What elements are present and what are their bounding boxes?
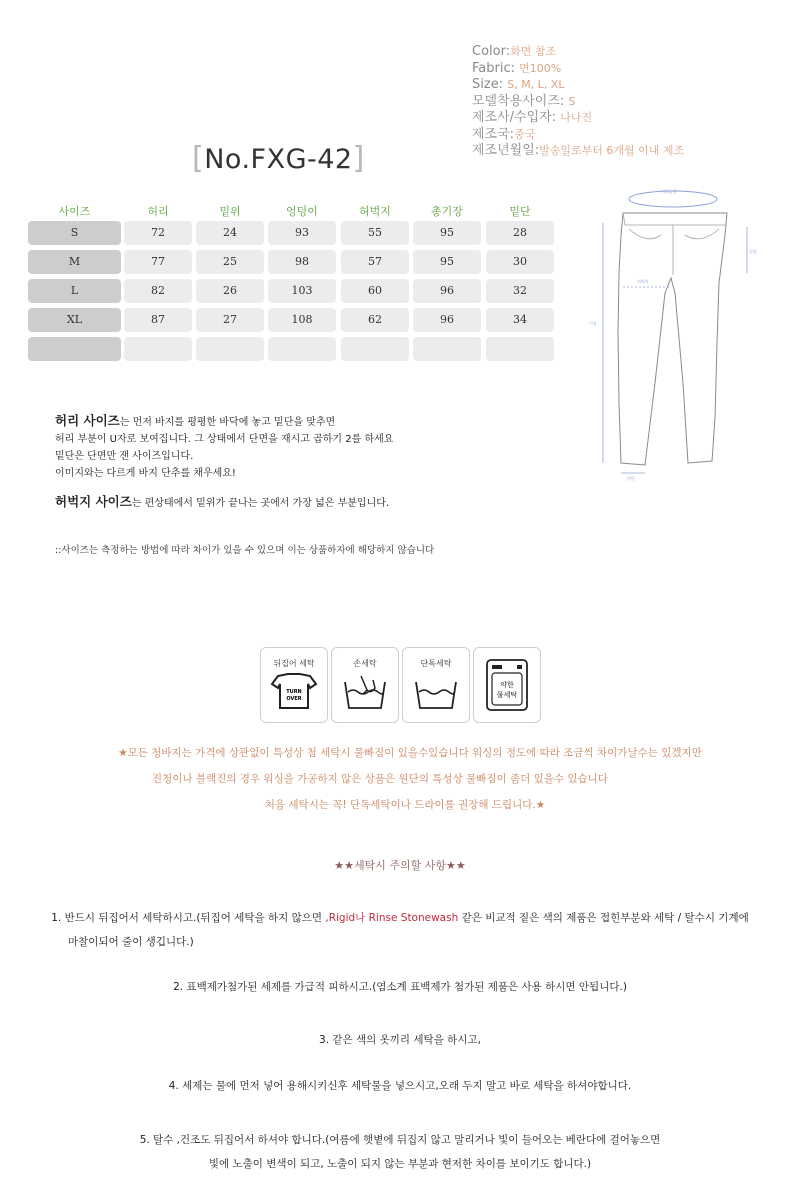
wash-alone-icon (412, 672, 460, 712)
hip-cell: 98 (268, 250, 336, 274)
instruction-item-2: 2. 표백제가첨가된 세제를 가급적 피하시고.(염소계 표백제가 첨가된 제품은 사용 하시면 안됩니다.) (173, 981, 627, 993)
waist-note-line4: 이미지와는 다르게 바지 단추를 채우세요! (55, 468, 236, 479)
pocket-left (629, 229, 661, 239)
svg-text:약한: 약한 (500, 681, 514, 689)
instruction-item-5-cont: 빛에 노출이 변색이 되고, 노출이 되지 않는 부분과 현저한 차이를 보이기도 합니다.) (208, 1158, 592, 1170)
size-cell (28, 337, 121, 361)
table-row (28, 221, 556, 245)
instruction-item-3: 3. 같은 색의 옷끼리 세탁을 하시고, (319, 1034, 481, 1046)
header-length: 총기장 (431, 205, 463, 218)
care-caution-heading: ★★세탁시 주의할 사항★★ (334, 859, 466, 872)
notice-line2: 진청이나 블랙진의 경우 워싱을 가공하지 않은 상품은 원단의 특성상 물빠짐이 좀더 있을수 있습니다 (152, 773, 608, 785)
thigh-cell (341, 337, 409, 361)
hand-wash-icon (341, 672, 389, 712)
instruction-item-1-cont: 마찰이되어 줄이 생깁니다.) (68, 936, 194, 948)
waistband-line (623, 213, 725, 225)
svg-text:물세탁: 물세탁 (496, 691, 518, 699)
length-cell (413, 337, 481, 361)
pants-measurement-diagram (585, 183, 765, 483)
gentle-wash-icon (483, 656, 531, 716)
instruction-item-1: 1. 반드시 뒤집어서 세탁하시고.(뒤집어 세탁을 하지 않으면 ,Rigid나 Rinse Stonewash 같은 비교적 짙은 색의 제품은 접힌부분와 세탁 / 탈수시 기계에 (51, 912, 749, 924)
diagram-length-label: 기장 (589, 321, 597, 326)
size-cell: M (28, 250, 121, 274)
product-spec (472, 44, 684, 160)
svg-text:OVER: OVER (286, 696, 302, 702)
notice-line3: 처음 세탁시는 꼭! 단독세탁이나 드라이를 권장해 드립니다.★ (264, 799, 546, 811)
thigh-cell: 60 (341, 279, 409, 303)
spec-row-country: 제조국:중국 (472, 126, 536, 142)
diagram-hem-label: 밑단 (627, 476, 635, 481)
header-waist: 허리 (147, 205, 169, 218)
thigh-note: 허벅지 사이즈는 편상태에서 밑위가 끝나는 곳에서 가장 넓은 부분입니다. (55, 494, 390, 509)
header-size: 사이즈 (58, 205, 91, 218)
model-number: [No.FXG-42] (192, 141, 365, 176)
waist-note-line3: 밑단은 단면만 잰 사이즈입니다. (55, 451, 194, 462)
length-cell: 95 (413, 250, 481, 274)
waist-note-line1: 허리 사이즈는 먼저 바지를 평평한 바닥에 놓고 밑단을 맞추면 (55, 413, 336, 428)
rise-cell: 26 (196, 279, 264, 303)
size-table (28, 203, 556, 366)
table-row (28, 250, 556, 274)
thigh-cell: 62 (341, 308, 409, 332)
size-disclaimer: ::사이즈는 측정하는 방법에 따라 차이가 있을 수 있으며 이는 상품하자에 해당하지 않습니다 (55, 545, 435, 556)
header-hip: 엉덩이 (286, 205, 318, 218)
spec-row-size: Size: S, M, L, XL (472, 77, 565, 92)
spec-row-color: Color:화면 참조 (472, 44, 557, 59)
instruction-item-5: 5. 탈수 ,건조도 뒤집어서 하셔야 합니다.(여름에 햇볕에 뒤집지 않고 말리거나 빛이 들어오는 베란다에 걸어놓으면 (139, 1134, 661, 1146)
notice-line1: ★모든 청바지는 가격에 상관없이 특성상 첨 세탁시 물빠짐이 있을수있습니다 워싱의 정도에 따라 조금씩 차이가날수는 있겠지만 (118, 747, 702, 759)
size-table-header (28, 203, 556, 221)
rise-cell: 25 (196, 250, 264, 274)
instruction-item-4: 4. 세제는 물에 먼저 넣어 용해시키신후 세탁물을 넣으시고,오래 두지 말고 바로 세탁을 하셔야합니다. (168, 1080, 632, 1092)
length-cell: 96 (413, 279, 481, 303)
care-card-turn-over: 뒤집어 세탁 TURN OVER (260, 647, 328, 723)
thigh-cell: 55 (341, 221, 409, 245)
washing-notice (0, 740, 800, 818)
size-cell: S (28, 221, 121, 245)
waist-cell: 77 (124, 250, 192, 274)
waist-cell: 87 (124, 308, 192, 332)
hip-cell (268, 337, 336, 361)
hip-cell: 108 (268, 308, 336, 332)
length-cell: 95 (413, 221, 481, 245)
spec-row-manufacturer: 제조사/수입자: 나나진 (472, 110, 593, 125)
header-hem: 밑단 (509, 205, 531, 218)
size-cell: XL (28, 308, 121, 332)
pocket-right (685, 229, 719, 239)
size-cell: L (28, 279, 121, 303)
waist-cell: 72 (124, 221, 192, 245)
hem-cell: 34 (486, 308, 554, 332)
hem-cell: 30 (486, 250, 554, 274)
rise-cell: 24 (196, 221, 264, 245)
header-thigh: 허벅지 (359, 205, 391, 218)
header-rise: 밑위 (219, 205, 241, 218)
diagram-rise-label: 밑위 (749, 249, 757, 254)
care-card-wash-alone: 단독세탁 (402, 647, 470, 723)
length-cell: 96 (413, 308, 481, 332)
table-row (28, 308, 556, 332)
care-card-gentle-wash (473, 647, 541, 723)
svg-text:TURN: TURN (286, 689, 302, 695)
turn-over-shirt-icon (270, 672, 318, 712)
spec-row-model-size: 모델착용사이즈: S (472, 93, 576, 109)
pants-illustration (585, 183, 765, 483)
measurement-notes (55, 412, 393, 482)
table-row (28, 337, 556, 361)
hem-cell: 32 (486, 279, 554, 303)
waist-note-line2: 허리 부분이 U자로 보여집니다. 그 상태에서 단면을 재시고 곱하기 2를 하세요 (55, 434, 394, 445)
waist-cell: 82 (124, 279, 192, 303)
diagram-thigh-label: 허벅지 (637, 279, 649, 284)
hem-cell: 28 (486, 221, 554, 245)
care-icons (260, 647, 540, 723)
hip-cell: 103 (268, 279, 336, 303)
pants-outline (618, 213, 727, 465)
rise-cell: 27 (196, 308, 264, 332)
rise-cell (196, 337, 264, 361)
waist-cell (124, 337, 192, 361)
thigh-cell: 57 (341, 250, 409, 274)
hip-cell: 93 (268, 221, 336, 245)
spec-row-date: 제조년월일:발송일로부터 6개월 이내 제조 (472, 143, 685, 158)
hem-cell (486, 337, 554, 361)
table-row (28, 279, 556, 303)
spec-row-fabric: Fabric: 면100% (472, 60, 562, 76)
care-card-hand-wash: 손세탁 (331, 647, 399, 723)
diagram-waist-label: 허리둘레 (661, 189, 677, 194)
